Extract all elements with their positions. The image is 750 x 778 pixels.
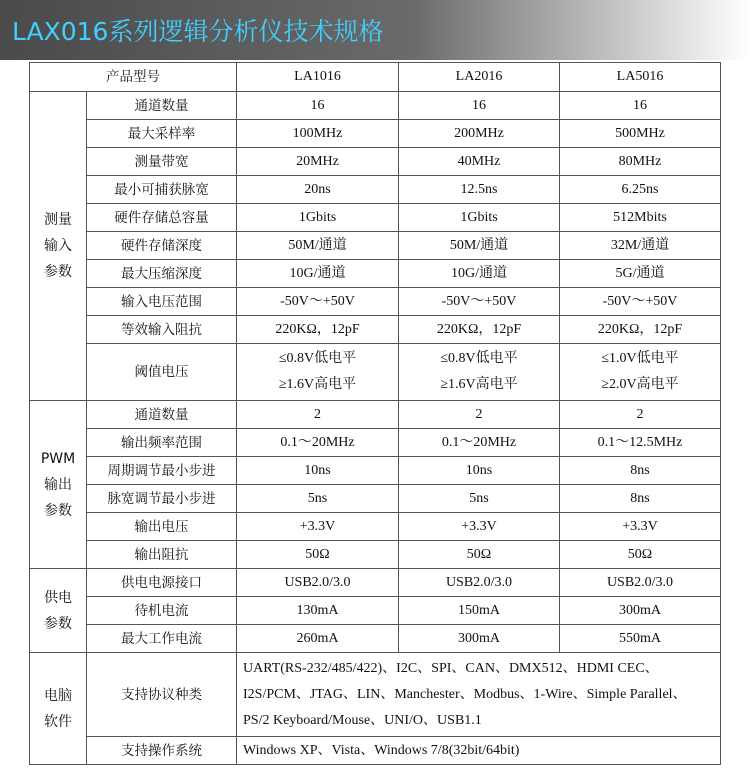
threshold-high: ≥1.6V高电平 [278,377,357,392]
threshold-low: ≤1.0V低电平 [601,351,679,366]
table-row [30,120,721,148]
cell-value: 5ns [399,485,560,513]
group-line: 参数 [44,615,72,632]
model-name: LA5016 [560,63,721,92]
cell-value: 10G/通道 [399,260,560,288]
table-row [30,569,721,597]
table-row [30,513,721,541]
cell-value: 5ns [237,485,399,513]
cell-value: +3.3V [560,513,721,541]
threshold-low: ≤0.8V低电平 [440,351,518,366]
cell-value: 8ns [560,485,721,513]
group-line: 参数 [44,502,72,519]
table-row [30,597,721,625]
table-row-threshold [30,344,721,401]
cell-value: 50M/通道 [237,232,399,260]
cell-value: 100MHz [237,120,399,148]
table-row [30,232,721,260]
cell-value: 220KΩ，12pF [560,316,721,344]
row-label: 供电电源接口 [87,569,237,597]
cell-value: 50Ω [399,541,560,569]
row-label: 最小可捕获脉宽 [87,176,237,204]
cell-value: -50V～+50V [399,288,560,316]
cell-value: 1Gbits [399,204,560,232]
cell-value: 50M/通道 [399,232,560,260]
cell-value: 16 [237,92,399,120]
model-name: LA2016 [399,63,560,92]
protocols-line: I2S/PCM、JTAG、LIN、Manchester、Modbus、1-Wire、Simple Parallel、 [243,686,687,702]
cell-value: 220KΩ，12pF [399,316,560,344]
table-header-row [30,63,721,92]
table-row [30,625,721,653]
row-label: 最大采样率 [87,120,237,148]
threshold-high: ≥2.0V高电平 [601,377,679,392]
threshold-high: ≥1.6V高电平 [440,377,518,392]
cell-value: 200MHz [399,120,560,148]
group-line: 参数 [44,264,72,280]
cell-value: +3.3V [237,513,399,541]
header-label: 产品型号 [30,63,237,92]
table-row [30,316,721,344]
cell-value: 10G/通道 [237,260,399,288]
cell-value: -50V～+50V [237,288,399,316]
row-label: 输出阻抗 [87,541,237,569]
cell-value: 80MHz [560,148,721,176]
table-row [30,485,721,513]
table-row [30,148,721,176]
cell-value: 32M/通道 [560,232,721,260]
spec-table [29,62,721,765]
row-label: 等效输入阻抗 [87,316,237,344]
cell-value: 16 [399,92,560,120]
cell-value: 6.25ns [560,176,721,204]
cell-value: 260mA [237,625,399,653]
os-value: Windows XP、Vista、Windows 7/8(32bit/64bit) [237,737,721,765]
cell-value: 10ns [399,457,560,485]
group-line: 软件 [44,713,72,730]
model-name: LA1016 [237,63,399,92]
cell-value: 50Ω [237,541,399,569]
table-row-protocols [30,653,721,737]
cell-value: 130mA [237,597,399,625]
cell-value: 300mA [560,597,721,625]
threshold-low: ≤0.8V低电平 [278,351,357,366]
group-measurement [30,92,87,401]
table-row [30,457,721,485]
cell-value: 5G/通道 [560,260,721,288]
group-line: 测量 [44,212,72,228]
cell-value: 0.1～20MHz [237,429,399,457]
group-line: 供电 [44,589,72,606]
threshold-cell [560,344,721,401]
row-label: 输出电压 [87,513,237,541]
cell-value: USB2.0/3.0 [560,569,721,597]
cell-value: 2 [560,401,721,429]
row-label: 支持操作系统 [87,737,237,765]
threshold-cell [399,344,560,401]
row-label: 通道数量 [87,92,237,120]
cell-value: -50V～+50V [560,288,721,316]
cell-value: 20ns [237,176,399,204]
row-label: 最大压缩深度 [87,260,237,288]
row-label: 硬件存储总容量 [87,204,237,232]
cell-value: 1Gbits [237,204,399,232]
threshold-cell [237,344,399,401]
cell-value: 40MHz [399,148,560,176]
cell-value: 150mA [399,597,560,625]
group-line: 输出 [44,476,72,493]
page-title: LAX016系列逻辑分析仪技术规格 [12,17,384,46]
table-row-os [30,737,721,765]
cell-value: +3.3V [399,513,560,541]
protocols-line: UART(RS-232/485/422)、I2C、SPI、CAN、DMX512、HDMI CEC、 [243,660,659,676]
row-label: 脉宽调节最小步进 [87,485,237,513]
group-line: PWM [40,450,76,467]
group-power [30,569,87,653]
cell-value: 300mA [399,625,560,653]
table-row [30,429,721,457]
cell-value: 0.1～20MHz [399,429,560,457]
table-row [30,204,721,232]
group-software [30,653,87,765]
cell-value: 500MHz [560,120,721,148]
group-line: 电脑 [44,687,72,704]
cell-value: 16 [560,92,721,120]
table-row [30,92,721,120]
protocols-line: PS/2 Keyboard/Mouse、UNI/O、USB1.1 [243,712,482,728]
cell-value: 550mA [560,625,721,653]
cell-value: 10ns [237,457,399,485]
cell-value: 20MHz [237,148,399,176]
table-row [30,401,721,429]
row-label: 输出频率范围 [87,429,237,457]
row-label: 阈值电压 [87,344,237,401]
row-label: 输入电压范围 [87,288,237,316]
cell-value: USB2.0/3.0 [399,569,560,597]
cell-value: 2 [237,401,399,429]
row-label: 最大工作电流 [87,625,237,653]
cell-value: 12.5ns [399,176,560,204]
table-row [30,288,721,316]
cell-value: 8ns [560,457,721,485]
group-line: 输入 [44,238,72,254]
cell-value: 50Ω [560,541,721,569]
row-label: 待机电流 [87,597,237,625]
cell-value: 512Mbits [560,204,721,232]
protocols-cell [237,653,721,737]
table-row [30,260,721,288]
table-row [30,541,721,569]
title-banner [0,0,750,60]
table-row [30,176,721,204]
cell-value: 220KΩ，12pF [237,316,399,344]
group-pwm [30,401,87,569]
row-label: 支持协议种类 [87,653,237,737]
row-label: 周期调节最小步进 [87,457,237,485]
row-label: 硬件存储深度 [87,232,237,260]
row-label: 通道数量 [87,401,237,429]
cell-value: 0.1～12.5MHz [560,429,721,457]
row-label: 测量带宽 [87,148,237,176]
cell-value: 2 [399,401,560,429]
cell-value: USB2.0/3.0 [237,569,399,597]
